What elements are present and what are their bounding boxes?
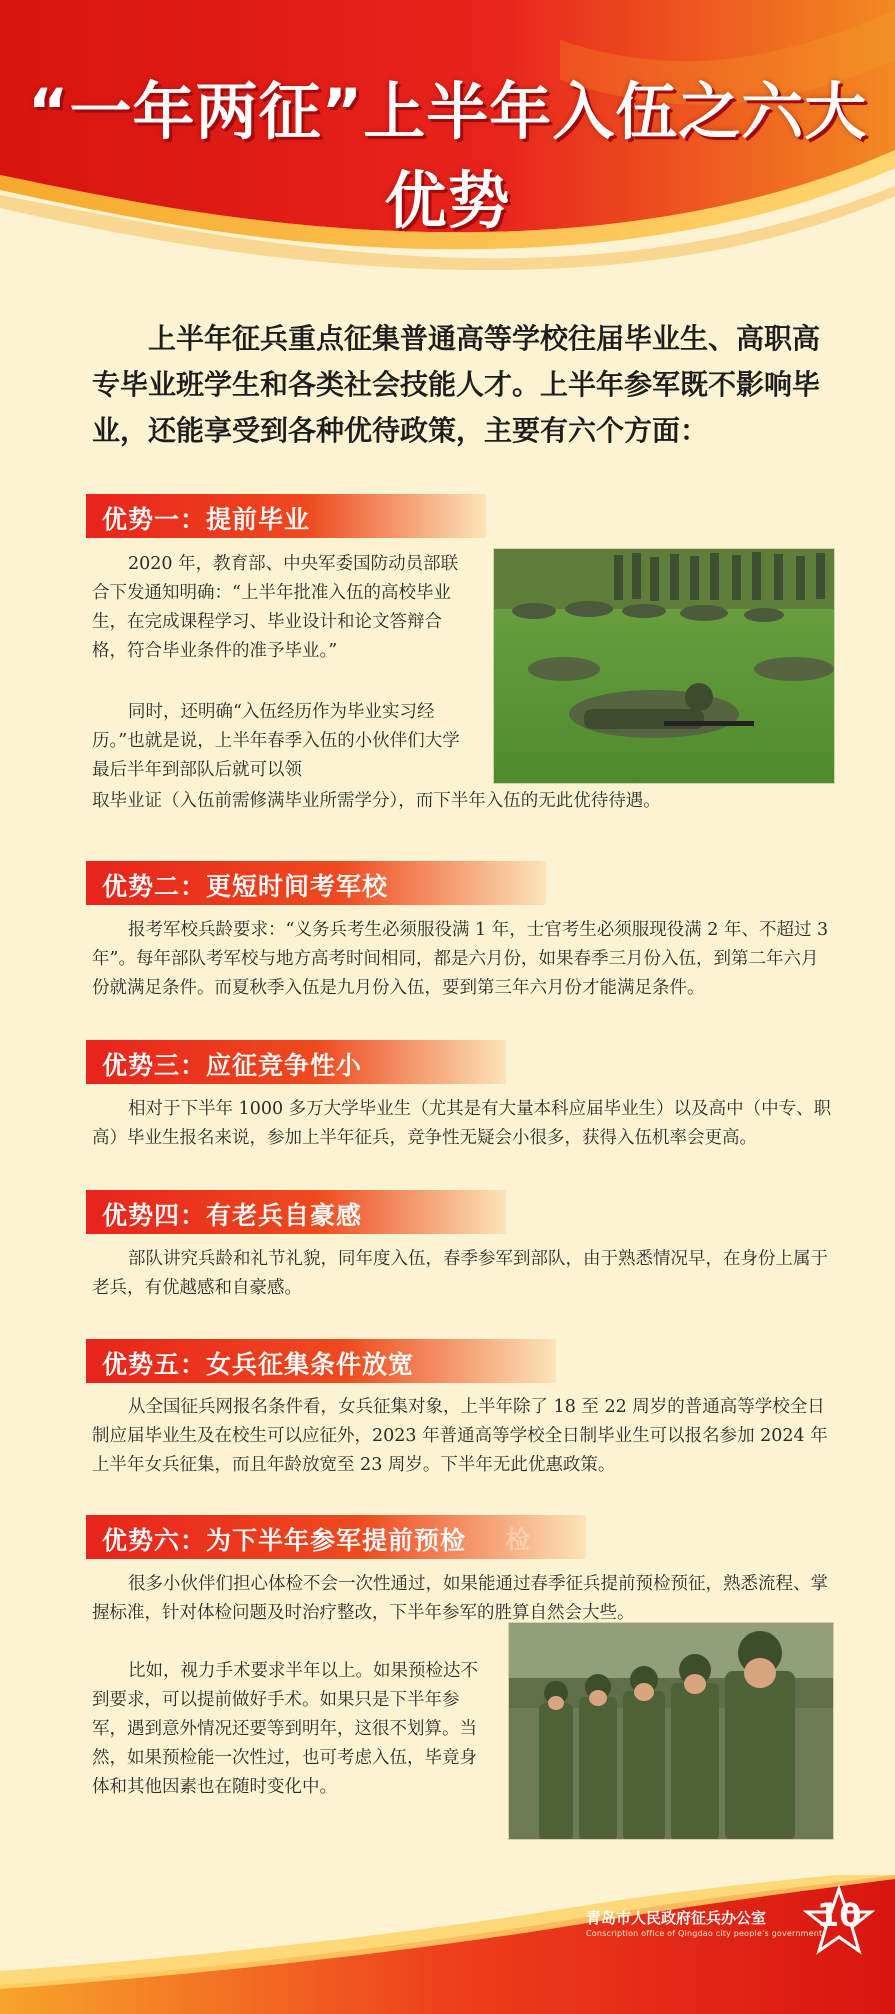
section-5-banner — [86, 1339, 556, 1383]
section-4-title: 优势四：有老兵自豪感 — [102, 1201, 363, 1230]
section-5-paragraph: 从全国征兵网报名条件看，女兵征集对象，上半年除了 18 至 22 周岁的普通高等学校全日制应届毕业生及在校生可以应征外，2023 年普通高等学校全日制毕业生可以报名参加 2024 年上半年女兵征集，而且年龄放宽至 23 周岁。下半年无此优惠政策。 — [92, 1397, 828, 1475]
section-1-paragraph-1: 2020 年，教育部、中央军委国防动员部联合下发通知明确：“上半年批准入伍的高校毕业生，在完成课程学习、毕业设计和论文答辩合格，符合毕业条件的准予毕业。” — [92, 554, 459, 661]
soldiers-standing-formation-photo — [508, 1622, 834, 1840]
section-6-title: 优势六：为下半年参军提前预检 — [102, 1526, 467, 1555]
footer-wave-graphic — [0, 1875, 895, 2014]
soldiers-crawling-training-photo — [493, 548, 835, 784]
section-2-title: 优势二：更短时间考军校 — [102, 872, 389, 901]
footer-org-name: 青岛市人民政府征兵办公室 — [586, 1909, 767, 1927]
section-5-title: 优势五：女兵征集条件放宽 — [102, 1350, 415, 1379]
section-3-banner — [86, 1040, 506, 1084]
section-2-banner — [86, 861, 546, 905]
page-title: “一年两征”上半年入伍之六大优势 — [27, 75, 868, 237]
page-number: 10 — [817, 1896, 862, 1934]
section-4-banner — [86, 1190, 506, 1234]
section-2-paragraph: 报考军校兵龄要求：“义务兵考生必须服役满 1 年，士官考生必须服现役满 2 年、不超过 3 年”。每年部队考军校与地方高考时间相同，都是六月份，如果春季三月份入伍，到第二年六月份就满足条件。而夏秋季入伍是九月份入伍，要到第三年六月份才能满足条件。 — [92, 920, 829, 998]
section-6-ghost-char: 检 — [506, 1526, 531, 1554]
section-3-title: 优势三：应征竞争性小 — [102, 1051, 363, 1080]
header-banner — [0, 0, 895, 270]
section-3-paragraph: 相对于下半年 1000 多万大学毕业生（尤其是有大量本科应届毕业生）以及高中（中专、职高）毕业生报名来说，参加上半年征兵，竞争性无疑会小很多，获得入伍机率会更高。 — [92, 1099, 832, 1148]
intro-paragraph: 上半年征兵重点征集普通高等学校往届毕业生、高职高专毕业班学生和各类社会技能人才。上半年参军既不影响毕业，还能享受到各种优待政策，主要有六个方面： — [92, 322, 821, 447]
section-6-paragraph-2: 比如，视力手术要求半年以上。如果预检达不到要求，可以提前做好手术。如果只是下半年参军，遇到意外情况还要等到明年，这很不划算。当然，如果预检能一次性过，也可考虑入伍，毕竟身体和其他因素也在随时变化中。 — [92, 1661, 478, 1797]
footer-banner — [0, 1875, 895, 2014]
section-6-banner — [86, 1515, 586, 1559]
section-1-title: 优势一：提前毕业 — [102, 505, 311, 534]
footer-org-name-en: Conscription office of Qingdao city people's government — [586, 1929, 823, 1938]
section-1-banner — [86, 494, 486, 538]
section-1-paragraph-3: 取毕业证（入伍前需修满毕业所需学分），而下半年入伍的无此优待待遇。 — [92, 791, 661, 811]
section-4-paragraph: 部队讲究兵龄和礼节礼貌，同年度入伍，春季参军到部队，由于熟悉情况早，在身份上属于老兵，有优越感和自豪感。 — [92, 1249, 828, 1298]
section-1-paragraph-2: 同时，还明确“入伍经历作为毕业实习经历。”也就是说，上半年春季入伍的小伙伴们大学最后半年到部队后就可以领 — [92, 702, 460, 780]
section-6-paragraph-1: 很多小伙伴们担心体检不会一次性通过，如果能通过春季征兵提前预检预征，熟悉流程、掌握标准，针对体检问题及时治疗整改，下半年参军的胜算自然会大些。 — [92, 1574, 828, 1623]
